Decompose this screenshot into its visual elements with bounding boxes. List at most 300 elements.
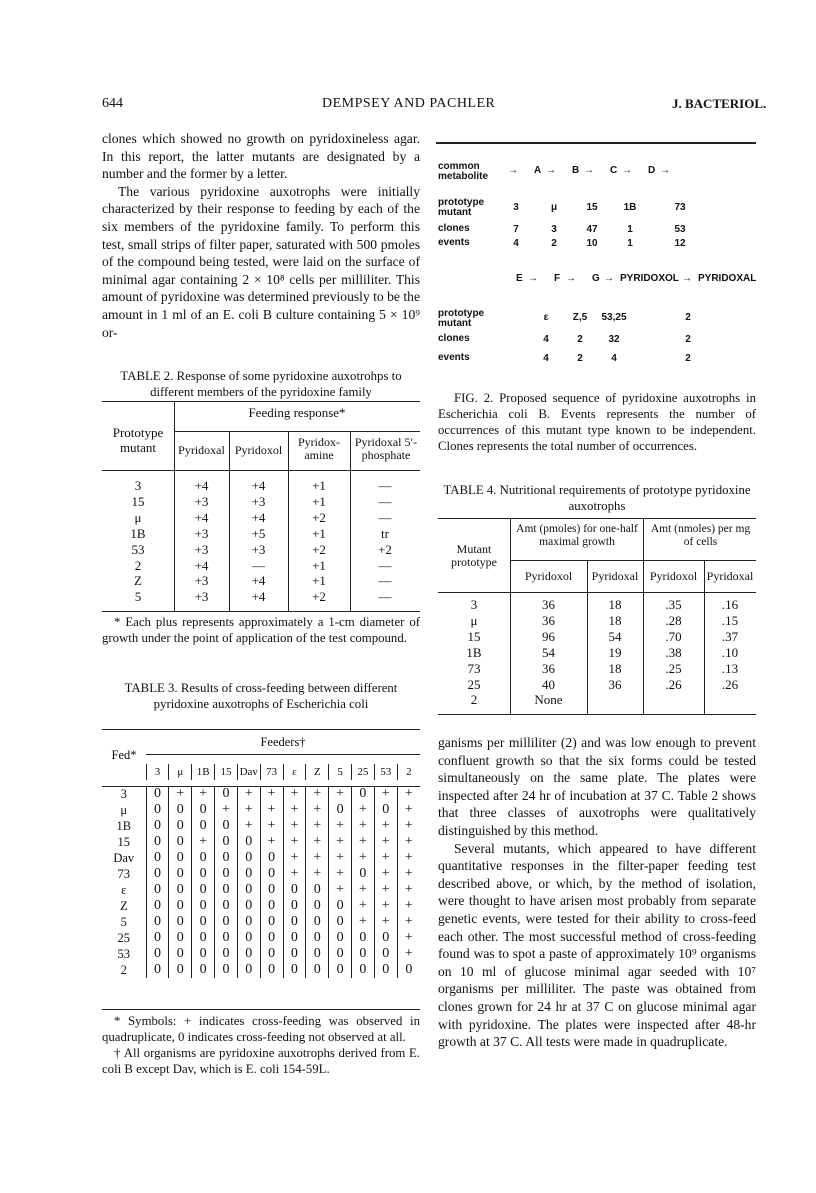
table2-row [102,494,420,510]
table4-header-rule [438,592,756,593]
table3-value-cell: + [329,850,352,866]
table3-value-cell: + [306,786,329,802]
table2-value-cell: +3 [194,493,209,509]
table3-value-cell: + [352,850,375,866]
fig-value: ε [543,312,549,323]
table2-mutant-cell: 15 [131,493,145,509]
fig-step-pyridoxal: PYRIDOXAL [698,273,757,284]
left-paragraph-2: The various pyridoxine auxotrophs were initially characterized by their response to feeding by each of the six members of the pyridoxine family. To perform this test, small strips of filter paper, saturated with 500 pmoles of the compound being tested, were laid on the surface of minimal agar containing 2 × 10⁸ cells per milliliter. This amount of pyridoxine was determined previously to be the amount in 1 ml of an E. coli B culture containing 5 × 10⁹ or- [102,183,420,340]
table3-value-cell: 0 [146,962,169,978]
table3-header-rule [102,786,420,787]
table3-value-cell: 0 [374,946,397,962]
table3-row [102,802,420,818]
table3-value-cell: + [352,834,375,850]
table3-value-cell: + [352,882,375,898]
table3-value-cell: 0 [146,930,169,946]
table3-value-cell: + [192,834,215,850]
table3-value-cell: + [329,882,352,898]
table3-value-cell: 0 [237,866,260,882]
table3-col-header: 15 [215,764,238,780]
table3-spanner-rule [146,754,420,755]
table3-value-cell: 0 [215,946,238,962]
table3-value-cell: + [169,786,192,802]
table4-value-cell: .28 [665,612,682,628]
table4-value-cell: .70 [665,628,682,644]
table3-value-cell: + [397,834,420,850]
fig-arrow: → [508,165,518,176]
table3-value-cell: 0 [146,850,169,866]
table4-value-cell [643,692,704,708]
table3-value-cell: + [397,882,420,898]
table3-value-cell: 0 [283,898,306,914]
table3-value-cell: 0 [329,946,352,962]
table3-value-cell: 0 [192,962,215,978]
table2-row [102,542,420,558]
table3-value-cell: 0 [215,898,238,914]
table4-row [438,677,756,693]
table3-value-cell: 0 [306,914,329,930]
table3-value-cell: + [260,818,283,834]
table3-value-cell: 0 [374,962,397,978]
fig-arrow: → [566,273,576,284]
table3-value-cell: 0 [146,898,169,914]
table3-value-cell: + [306,850,329,866]
table4-value-cell: .37 [721,628,739,644]
table3-value-cell: 0 [169,850,192,866]
table2-value-cell: — [378,573,392,589]
table2-mutant-cell: Z [134,573,142,589]
right-text-block [438,734,756,1051]
table3-value-cell: 0 [352,930,375,946]
table3-value-cell: + [397,866,420,882]
table3-value-cell: 0 [237,898,260,914]
fig-value: 4 [543,334,549,345]
fig-step-c: C [610,165,618,176]
table3-value-cell: + [329,818,352,834]
table4-bottom-rule [438,714,756,715]
table3-corner-cell [102,764,146,780]
fig-value: 2 [685,334,691,345]
table3-row [102,866,420,882]
table3-col-header: ε [283,764,306,780]
table3-value-cell: + [397,930,420,946]
fig-label-prototype: prototype mutant [438,197,485,218]
fig-value: 53,25 [601,312,627,323]
table3-stub-header: Fed* [111,748,137,762]
table3-value-cell: 0 [192,882,215,898]
table4-mutant-cell: 73 [467,660,481,676]
table2-value-cell: +1 [312,525,326,541]
table3-col-header: 5 [329,764,352,780]
table3-value-cell: + [397,850,420,866]
table3-value-cell: 0 [237,930,260,946]
table3-value-cell: + [374,882,397,898]
fig-value: 2 [577,334,583,345]
table3-value-cell: + [283,802,306,818]
table4-spanner-rule [510,560,756,561]
table3-caption-text: TABLE 3. Results of cross-feeding between different pyridoxine auxotrophs of Escherichia coli [124,681,398,711]
table3-value-cell: 0 [146,914,169,930]
table3-row [102,834,420,850]
table3-value-cell: 0 [237,914,260,930]
table3-value-cell: + [352,898,375,914]
table3-footnote-1: * Symbols: + indicates cross-feeding was observed in quadruplicate, 0 indicates cross-feeding not observed at all. [102,1014,420,1044]
table3-bottom-rule [102,1009,420,1010]
table3-col-header: 73 [260,764,283,780]
table3-col-header: 2 [397,764,420,780]
table2-footnote-text: * Each plus represents approximately a 1-cm diameter of growth under the point of application of the test compound. [102,615,420,645]
table3-value-cell: + [306,818,329,834]
table2-value-cell: +4 [251,509,266,525]
table4-row [438,597,756,613]
table3-fed-cell: 25 [117,931,131,945]
table2-spanner: Feeding response* [248,405,346,420]
table3-value-cell: 0 [192,898,215,914]
table3-col-header: 1B [192,764,215,780]
table3-value-cell: 0 [260,914,283,930]
table3-col-header: μ [169,764,192,780]
table3-value-cell: + [397,786,420,802]
table4-col-header: Pyridoxol [524,569,573,583]
table2-body [102,478,420,605]
table3-value-cell: 0 [237,850,260,866]
table3-value-cell: 0 [192,914,215,930]
table4-value-cell: 36 [608,676,622,692]
table3-value-cell: 0 [329,914,352,930]
table2-value-cell: +2 [312,589,326,605]
table3-value-cell: + [397,818,420,834]
fig-label-prototype-2: prototype mutant [438,308,485,329]
table3-value-cell: + [192,786,215,802]
table3-value-cell: 0 [260,850,283,866]
table3-value-cell: 0 [192,866,215,882]
table3-value-cell: 0 [237,834,260,850]
table3-value-cell: 0 [215,786,238,802]
table3-row [102,786,420,802]
table4-value-cell: 18 [608,660,622,676]
fig-value: μ [550,202,558,213]
table3-value-cell: 0 [283,962,306,978]
table3-value-cell: + [329,786,352,802]
table3-value-cell: 0 [215,866,238,882]
table4-mutant-cell: 2 [470,692,478,708]
table2-value-cell: +4 [194,557,209,573]
table2-value-cell: +1 [312,557,326,573]
fig-value: 3 [551,224,557,235]
table3-value-cell: 0 [215,818,238,834]
fig-value: 2 [685,353,691,364]
table3-value-cell: + [329,866,352,882]
table2-mutant-cell: 1B [130,525,146,541]
table3-value-cell: + [215,802,238,818]
table3-value-cell: 0 [260,898,283,914]
table3-value-cell: 0 [374,930,397,946]
table2-value-cell: +1 [312,493,326,509]
table3-footnote-2: † All organisms are pyridoxine auxotrophs derived from E. coli B except Dav, which is E. coli 154-59L. [102,1046,420,1076]
table3-fed-cell: 1B [116,819,132,833]
figure2-diagram [436,142,756,384]
table3-value-cell: 0 [329,898,352,914]
table3-caption [102,680,420,712]
table4-mutant-cell: 25 [467,676,481,692]
table2-mutant-cell: 3 [134,478,142,493]
table2-value-cell: +4 [194,509,209,525]
table2-row [102,526,420,542]
table3-header-row [102,764,420,780]
table3-value-cell: 0 [329,930,352,946]
table3-value-cell: 0 [192,818,215,834]
fig-value: 47 [586,224,598,235]
table3-value-cell: 0 [352,946,375,962]
table3-value-cell: 0 [237,962,260,978]
table3-col-header: Dav [237,764,260,780]
fig-arrow: → [584,165,594,176]
table3-footnotes [102,1013,420,1077]
fig-value: 32 [608,334,620,345]
table3-value-cell: + [374,834,397,850]
left-paragraph-1: clones which showed no growth on pyridoxineless agar. In this report, the latter mutants are designated by a number and the former by a letter. [102,131,420,182]
table3-value-cell: 0 [169,962,192,978]
table3-fed-cell: 2 [120,963,127,977]
table2-row [102,478,420,494]
table2-value-cell: — [378,493,392,509]
left-text-block [102,130,420,341]
table4-col-header: Pyridoxol [649,569,698,583]
table2-value-cell: — [378,478,392,493]
table3-value-cell: + [374,898,397,914]
fig-value: 7 [513,224,519,235]
table3-fed-cell: 53 [117,947,131,961]
fig-step-b: B [572,165,580,176]
table4-mutant-cell: 15 [467,628,481,644]
table2-col-header: Pyridoxol [234,443,283,457]
table3-value-cell: 0 [192,802,215,818]
fig-step-a: A [534,165,542,176]
table3-row [102,818,420,834]
table4-value-cell: 40 [542,676,555,692]
table3-col-header: 3 [146,764,169,780]
table3-value-cell: 0 [146,786,169,802]
table4-value-cell: 96 [542,628,555,644]
table3-value-cell: + [283,786,306,802]
table4-mutant-cell: 3 [470,597,478,612]
table4-caption-text: TABLE 4. Nutritional requirements of prototype pyridoxine auxotrophs [443,483,751,513]
fig-step-pyridoxol: PYRIDOXOL [620,273,679,284]
fig-label-events-2: events [438,352,470,363]
fig-step-f: F [554,273,561,284]
table3-value-cell: 0 [146,802,169,818]
table4-value-cell: 19 [608,644,622,660]
table4-row [438,629,756,645]
table3-value-cell: + [306,866,329,882]
table3-value-cell: 0 [169,930,192,946]
table3-value-cell: 0 [329,802,352,818]
fig-arrow: → [682,273,692,284]
table3-fed-cell: ε [121,883,127,897]
table3-value-cell: + [237,786,260,802]
table4-value-cell: 18 [608,612,622,628]
table3-col-header: Z [306,764,329,780]
fig-value: 2 [551,238,557,249]
fig-arrow: → [604,273,614,284]
table3-value-cell: 0 [215,914,238,930]
table3-value-cell: + [374,818,397,834]
table3-value-cell: 0 [146,882,169,898]
table3-value-cell: + [397,914,420,930]
table3-value-cell: + [374,914,397,930]
table4-value-cell: .13 [721,660,739,676]
table4-value-cell [704,692,756,708]
table3-value-cell: + [283,866,306,882]
table3-value-cell: 0 [169,802,192,818]
table3-row [102,946,420,962]
table3-value-cell: 0 [260,866,283,882]
table4-top-rule [438,518,756,519]
fig-label-metabolite: common metabolite [438,161,489,182]
table2-value-cell: — [378,589,392,605]
fig-value: 4 [543,353,549,364]
table2-value-cell: +2 [312,541,326,557]
table4-caption [438,482,756,514]
table3-value-cell: 0 [215,882,238,898]
table3-value-cell: + [352,802,375,818]
table2-spanner-rule [174,431,420,432]
table4-value-cell: .38 [665,644,682,660]
table3-value-cell: 0 [283,882,306,898]
table2-value-cell: +1 [312,478,326,493]
fig-value: 53 [674,224,686,235]
table3-value-cell: + [397,946,420,962]
table3-value-cell: + [260,834,283,850]
table2-mutant-cell: 53 [131,541,145,557]
table2-value-cell: +3 [194,541,209,557]
table3-value-cell: + [374,786,397,802]
table3-value-cell: 0 [169,866,192,882]
table3-row [102,850,420,866]
fig-step-d: D [648,165,656,176]
table3-value-cell: 0 [260,882,283,898]
fig-value: Z,5 [572,312,588,323]
table4-value-cell: 36 [542,660,555,676]
fig-value: 1B [623,202,637,213]
table4-value-cell: .25 [665,660,682,676]
table3-row [102,898,420,914]
table3-row [102,914,420,930]
table4-spanner-1: Amt (pmoles) for one-half maximal growth [516,523,638,548]
table3-value-cell: 0 [260,962,283,978]
table3-value-cell: + [283,834,306,850]
table4-body [438,597,756,708]
table3-value-cell: 0 [352,786,375,802]
table3-value-cell: 0 [192,850,215,866]
table3-value-cell: 0 [306,882,329,898]
table2-value-cell: +3 [194,589,209,605]
table3-value-cell: 0 [215,930,238,946]
table3-value-cell: + [397,802,420,818]
fig-value: 4 [513,238,519,249]
fig-value: 1 [627,238,633,249]
table4-value-cell: .26 [721,676,739,692]
fig-arrow: → [528,273,538,284]
table2-row [102,558,420,574]
table3-value-cell: + [374,850,397,866]
fig-value: 3 [513,202,519,213]
table4-value-cell: 36 [542,597,555,612]
table2-value-cell: +2 [378,541,392,557]
table2-row [102,589,420,605]
table2-header-rule [102,470,420,471]
table2-footnote [102,614,420,646]
fig-arrow: → [622,165,632,176]
table4-value-cell: 54 [608,628,622,644]
table3-top-rule [102,729,420,730]
table3-value-cell: 0 [215,834,238,850]
table3-value-cell: 0 [397,962,420,978]
table3-value-cell: + [352,818,375,834]
figure2-caption [438,390,756,454]
table3-value-cell: + [260,802,283,818]
table3-value-cell: 0 [215,850,238,866]
table3-value-cell: + [283,818,306,834]
page-number: 644 [102,96,123,111]
table2-top-rule [102,401,420,402]
table3-value-cell: 0 [329,962,352,978]
table3-value-cell: 0 [306,946,329,962]
table3-value-cell: 0 [237,946,260,962]
table2-value-cell: +3 [194,525,209,541]
table3-value-cell: + [397,898,420,914]
table2-caption [102,368,420,400]
fig-value: 15 [586,202,598,213]
table3-value-cell: 0 [306,962,329,978]
table4-value-cell: .16 [721,597,739,612]
table4-mutant-cell: 1B [466,644,482,660]
running-title: DEMPSEY AND PACHLER [322,96,496,111]
table3-value-cell: 0 [283,930,306,946]
right-paragraph-2: Several mutants, which appeared to have different quantitative responses in the filter-paper feeding test described above, or which, by the method of isolation, were thought to have arisen most probably from separate genetic events, were tested for their ability to cross-feed each other. The most successful method of cross-feeding found was to spot a paste of approximately 10⁹ organisms on 10 ml of glucose minimal agar seeded with 10⁷ organisms per milliliter. The paste was obtained from clones grown for 24 hr at 37 C on glucose minimal agar with pyridoxine. The plates were inspected after 48-hr growth at 37 C. All tests were made in quadruplicate. [438,840,756,1050]
table4-spanner-2: Amt (nmoles) per mg of cells [650,523,751,548]
table4-mutant-cell: μ [470,612,478,628]
table2-value-cell: +3 [251,541,266,557]
table3-value-cell: 0 [192,930,215,946]
table2-value-cell: +5 [251,525,266,541]
table3-value-cell: 0 [374,802,397,818]
table3-value-cell: 0 [306,930,329,946]
table3-value-cell: + [352,914,375,930]
table2-value-cell: +1 [312,573,326,589]
table4-col-header: Pyridoxal [706,569,754,583]
table3-value-cell: 0 [169,882,192,898]
table3-value-cell: 0 [352,962,375,978]
table2-value-cell: +4 [251,589,266,605]
table2-value-cell: — [378,557,392,573]
table3-value-cell: 0 [146,866,169,882]
table3-value-cell: 0 [215,962,238,978]
table3-fed-cell: Dav [113,851,135,865]
table3-grid [102,764,420,978]
journal-name: J. BACTERIOL. [672,96,767,111]
table2-stub-header: Prototype mutant [112,425,164,455]
table4-value-cell: 36 [542,612,555,628]
table2-value-cell: — [378,509,392,525]
table2-value-cell: +4 [194,478,209,493]
table3-fed-cell: 15 [117,835,131,849]
table3-fed-cell: Z [119,899,128,913]
fig-value: 1 [627,224,633,235]
table3-row [102,882,420,898]
table2-bottom-rule [102,611,420,612]
fig-value: 10 [586,238,598,249]
